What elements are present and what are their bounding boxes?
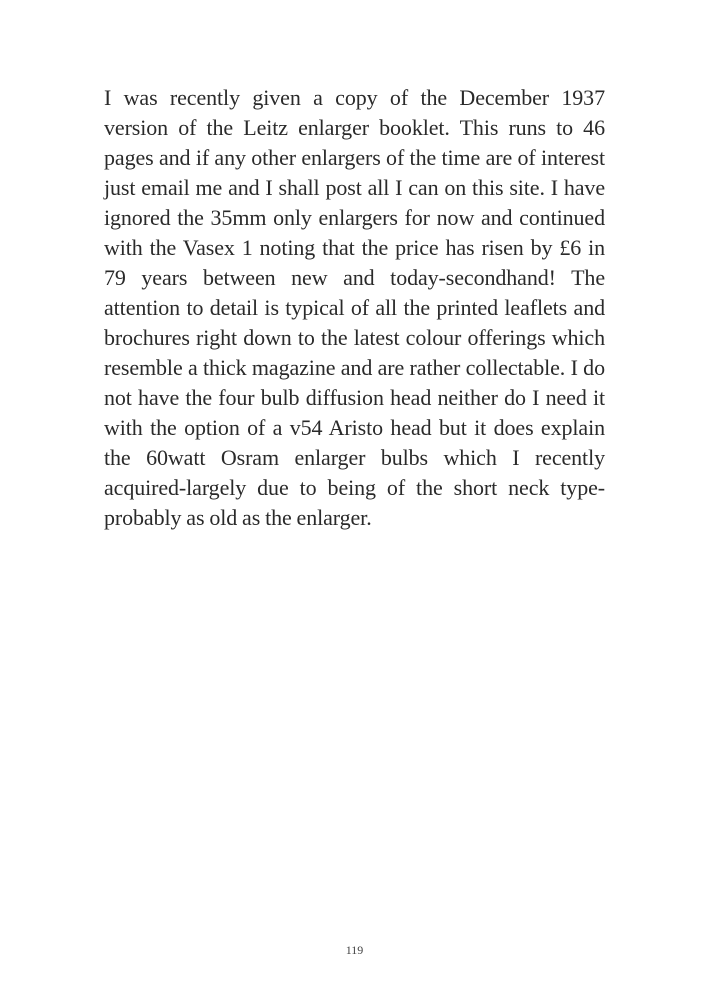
body-paragraph: I was recently given a copy of the December 1937 version of the Leitz enlarger booklet. This runs to 46 pages and if any other enlargers of the time are of interest just email me and I shall post all I can on this site. I have ignored the 35mm only enlargers for now and continued with the Vasex 1 noting that the price has risen by £6 in 79 years between new and today-secondhand! The attention to detail is typical of all the printed leaflets and brochures right down to the latest colour offerings which resemble a thick magazine and are rather collectable. I do not have the four bulb diffusion head neither do I need it with the option of a v54 Aristo head but it does explain the 60watt Osram enlarger bulbs which I recently acquired-largely due to being of the short neck type-probably as old as the enlarger. [104, 85, 605, 530]
page-number: 119 [345, 943, 364, 957]
